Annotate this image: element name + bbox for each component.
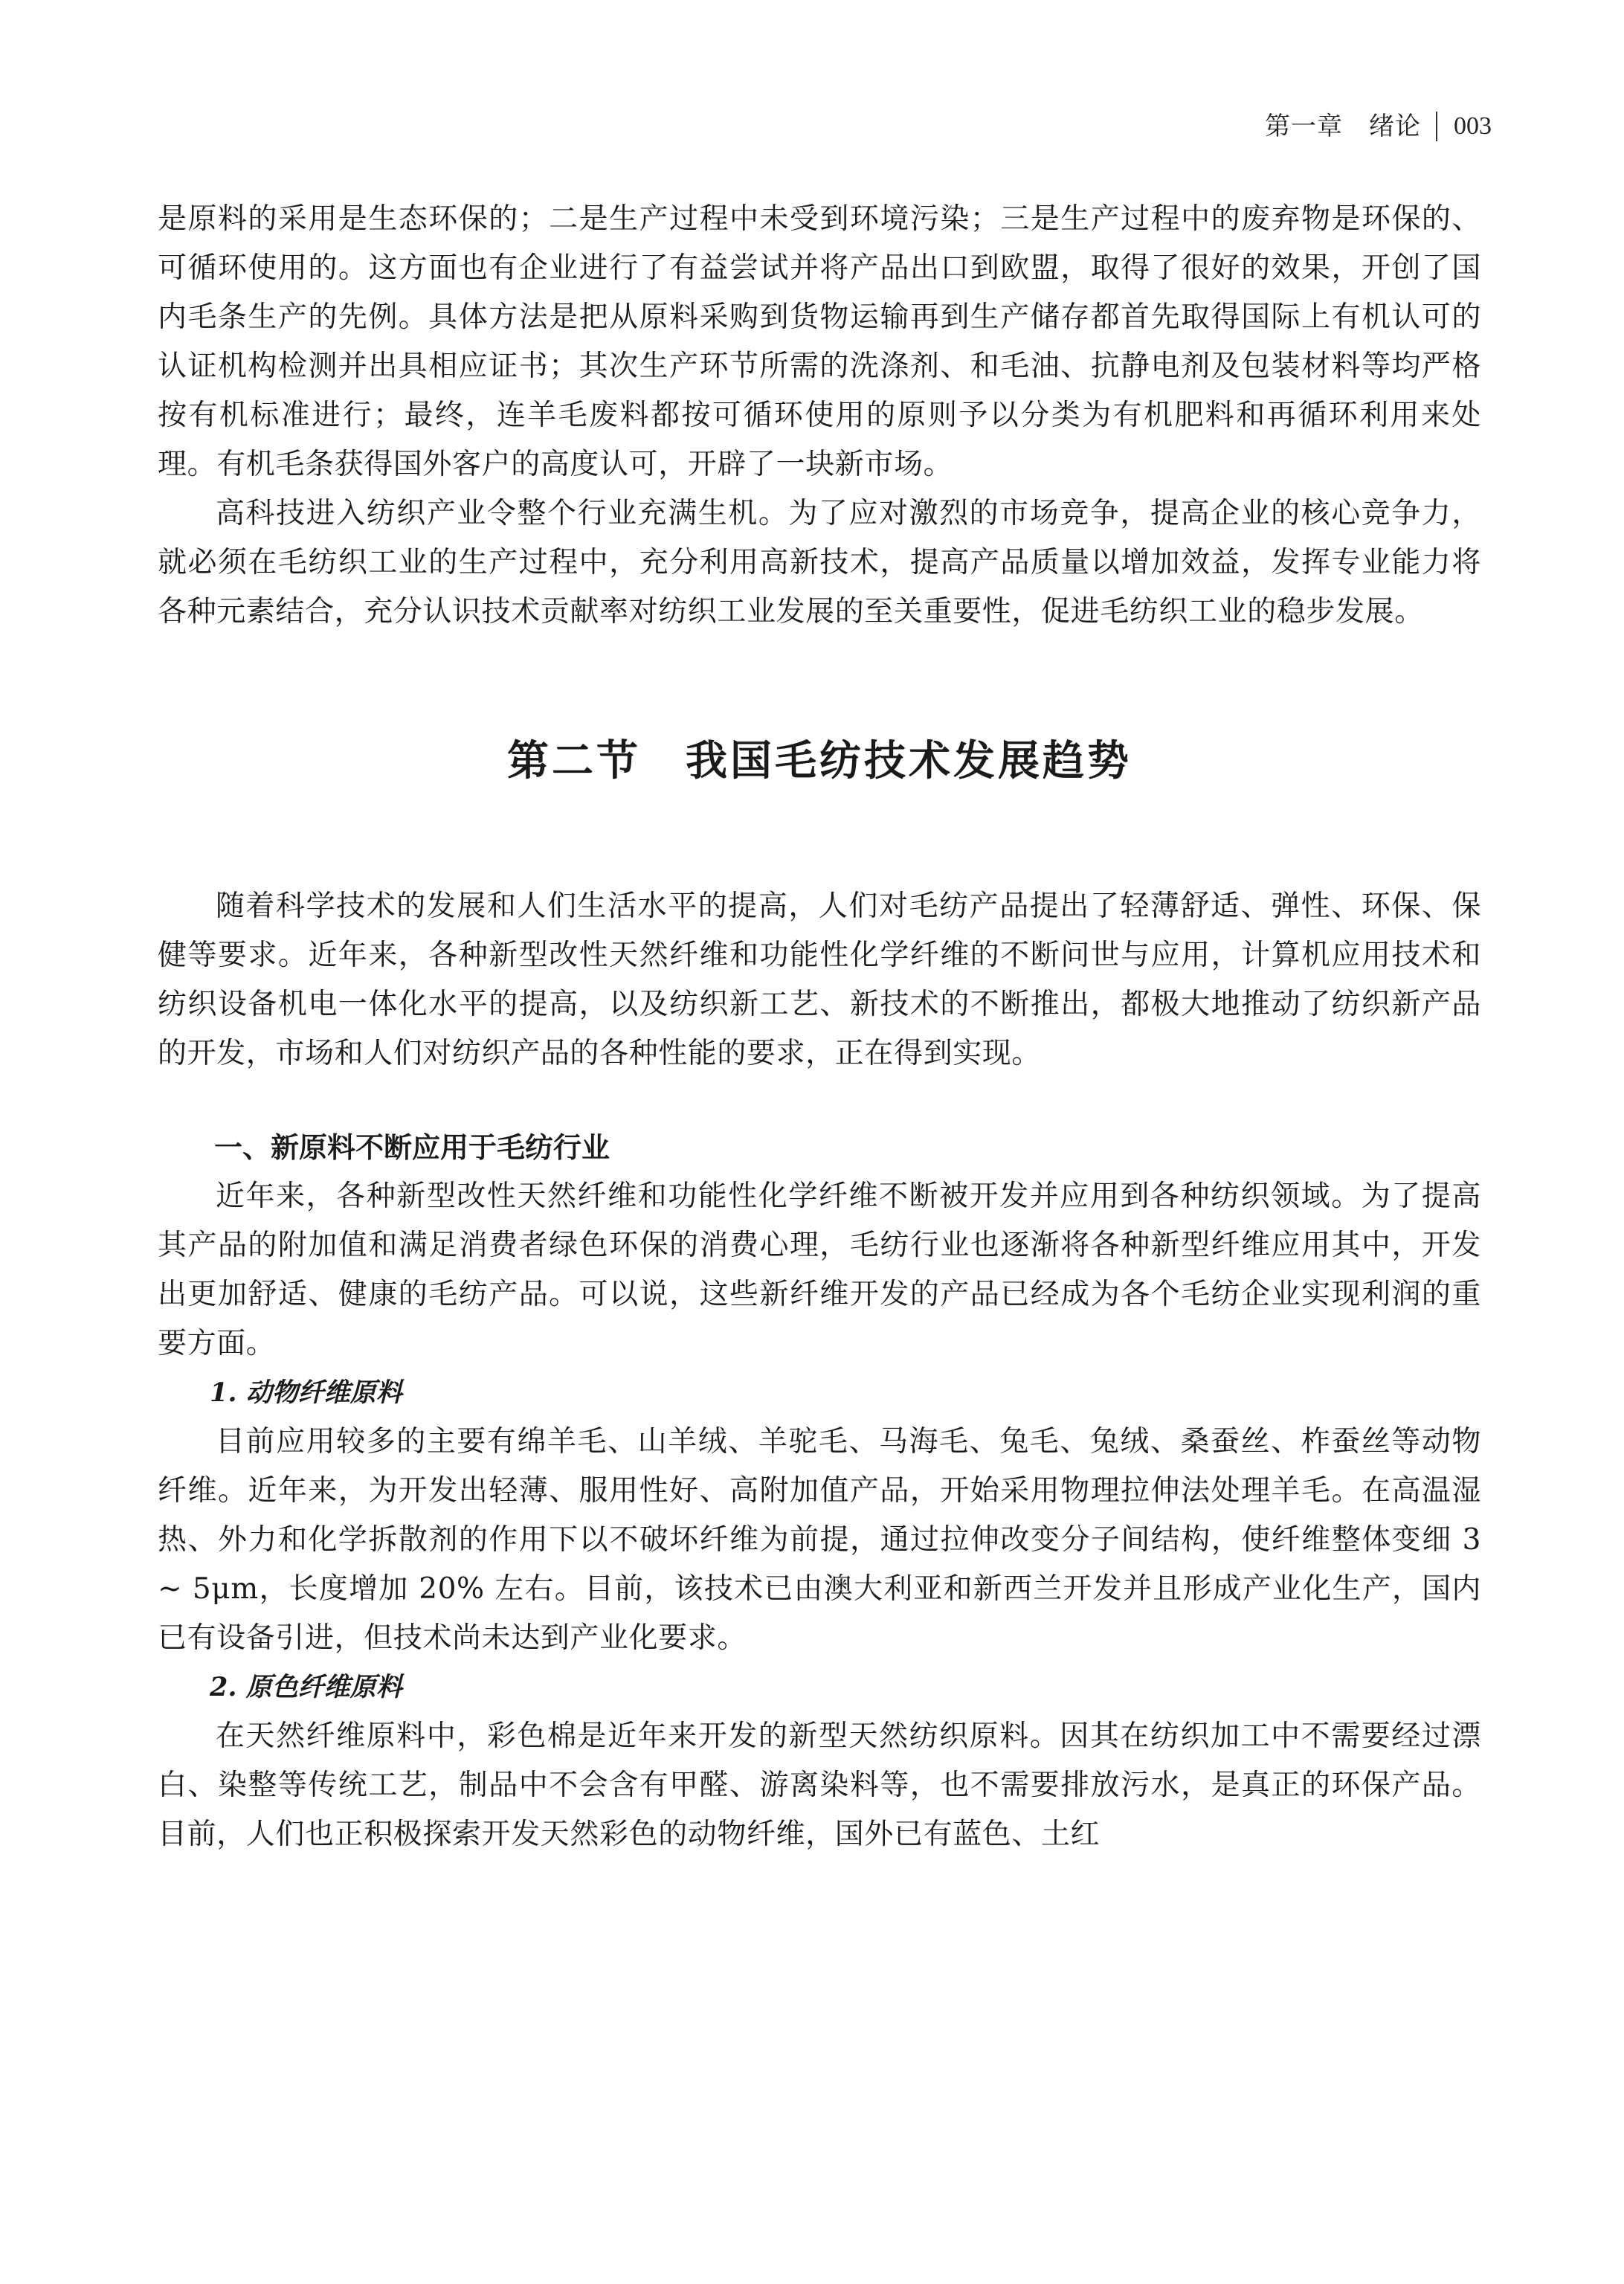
paragraph-intro: 随着科学技术的发展和人们生活水平的提高，人们对毛纺产品提出了轻薄舒适、弹性、环保、保健等要求。近年来，各种新型改性天然纤维和功能性化学纤维的不断问世与应用，计算机应用技术和纺织设备机电一体化水平的提高，以及纺织新工艺、新技术的不断推出，都极大地推动了纺织新产品的开发，市场和人们对纺织产品的各种性能的要求，正在得到实现。: [158, 890, 1481, 1070]
page-number: 003: [1454, 112, 1492, 140]
item-heading-animal-fiber: 1. 动物纤维原料: [210, 1377, 402, 1408]
paragraph-colored-fiber: 在天然纤维原料中，彩色棉是近年来开发的新型天然纺织原料。因其在纺织加工中不需要经过漂白、染整等传统工艺，制品中不会含有甲醛、游离染料等，也不需要排放污水，是真正的环保产品。目前，人们也正积极探索开发天然彩色的动物纤维，国外已有蓝色、土红: [158, 1720, 1481, 1851]
subheading-new-materials: 一、新原料不断应用于毛纺行业: [214, 1131, 610, 1164]
paragraph-new-materials: 近年来，各种新型改性天然纤维和功能性化学纤维不断被开发并应用到各种纺织领域。为了提高其产品的附加值和满足消费者绿色环保的消费心理，毛纺行业也逐渐将各种新型纤维应用其中，开发出更加舒适、健康的毛纺产品。可以说，这些新纤维开发的产品已经成为各个毛纺企业实现利润的重要方面。: [158, 1180, 1481, 1360]
header-divider: [1436, 112, 1437, 141]
paragraph-continued: 是原料的采用是生态环保的；二是生产过程中未受到环境污染；三是生产过程中的废弃物是环保的、可循环使用的。这方面也有企业进行了有益尝试并将产品出口到欧盟，取得了很好的效果，开创了国内毛条生产的先例。具体方法是把从原料采购到货物运输再到生产储存都首先取得国际上有机认可的认证机构检测并出具相应证书；其次生产环节所需的洗涤剂、和毛油、抗静电剂及包装材料等均严格按有机标准进行；最终，连羊毛废料都按可循环使用的原则予以分类为有机肥料和再循环利用来处理。有机毛条获得国外客户的高度认可，开辟了一块新市场。: [158, 202, 1481, 481]
page-content: [158, 195, 1481, 1859]
section-title: 第二节 我国毛纺技术发展趋势: [507, 737, 1132, 785]
item-heading-colored-fiber: 2. 原色纤维原料: [210, 1672, 402, 1702]
paragraph-animal-fiber: 目前应用较多的主要有绵羊毛、山羊绒、羊驼毛、马海毛、兔毛、兔绒、桑蚕丝、柞蚕丝等动物纤维。近年来，为开发出轻薄、服用性好、高附加值产品，开始采用物理拉伸法处理羊毛。在高温湿热、外力和化学拆散剂的作用下以不破坏纤维为前提，通过拉伸改变分子间结构，使纤维整体变细 3 ~ 5μm，长度增加 20% 左右。目前，该技术已由澳大利亚和新西兰开发并且形成产业化生产，国内已有设备引进，但技术尚未达到产业化要求。: [158, 1425, 1481, 1655]
paragraph-high-tech: 高科技进入纺织产业令整个行业充满生机。为了应对激烈的市场竞争，提高企业的核心竞争力，就必须在毛纺织工业的生产过程中，充分利用高新技术，提高产品质量以增加效益，发挥专业能力将各种元素结合，充分认识技术贡献率对纺织工业发展的至关重要性，促进毛纺织工业的稳步发展。: [158, 497, 1481, 628]
running-header: [1265, 110, 1492, 143]
chapter-title: 第一章 绪论: [1265, 112, 1421, 141]
